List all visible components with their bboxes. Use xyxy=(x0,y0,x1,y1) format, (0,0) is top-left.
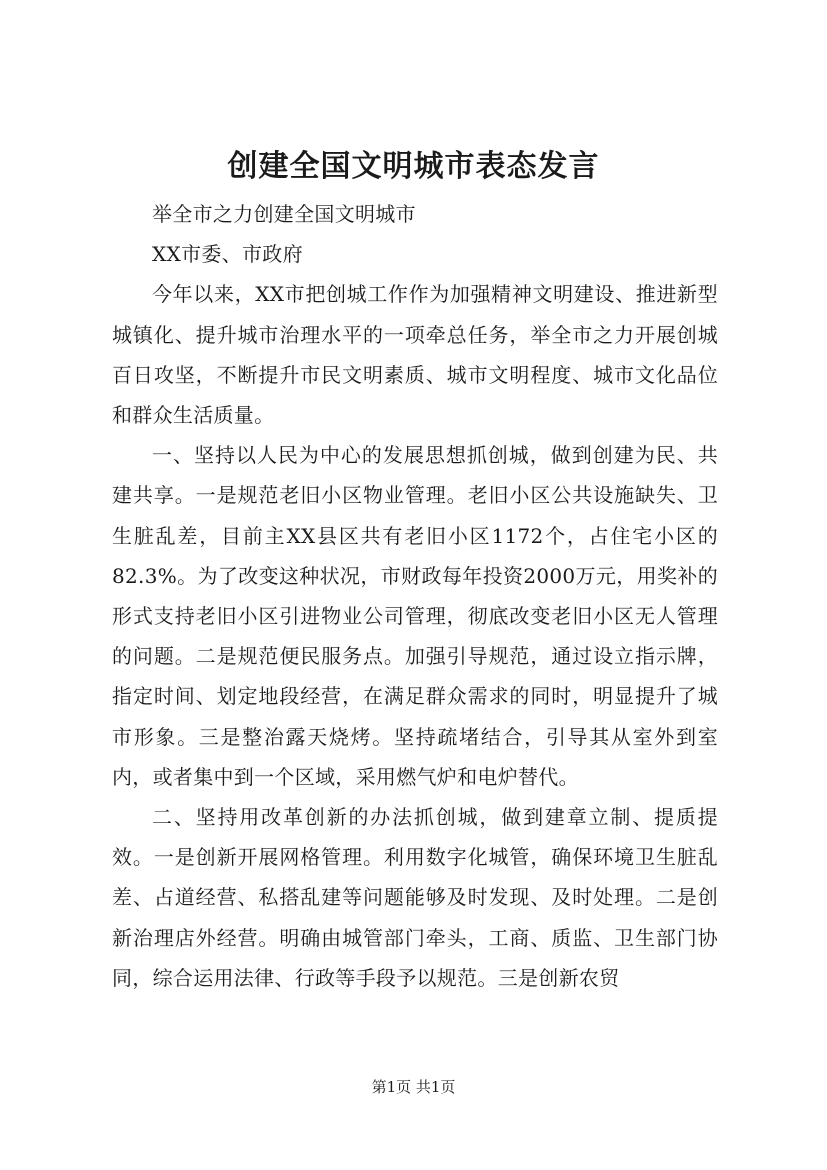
page-number-footer: 第1页 共1页 xyxy=(371,1078,456,1096)
body-paragraph: 一、坚持以人民为中心的发展思想抓创城，做到创建为民、共建共享。一是规范老旧小区物业管理。老旧小区公共设施缺失、卫生脏乱差，目前主XX县区共有老旧小区1172个，占住宅小区的82.3%。为了改变这种状况，市财政每年投资2000万元，用奖补的形式支持老旧小区引进物业公司管理，彻底改变老旧小区无人管理的问题。二是规范便民服务点。加强引导规范，通过设立指示牌，指定时间、划定地段经营，在满足群众需求的同时，明显提升了城市形象。三是整治露天烧烤。坚持疏堵结合，引导其从室外到室内，或者集中到一个区域，采用燃气炉和电炉替代。 xyxy=(112,443,718,789)
document-title: 创建全国文明城市表态发言 xyxy=(227,149,600,184)
subtitle-paragraph: 举全市之力创建全国文明城市 xyxy=(152,202,416,226)
body-paragraph: 今年以来，XX市把创城工作作为加强精神文明建设、推进新型城镇化、提升城市治理水平的一项牵总任务，举全市之力开展创城百日攻坚，不断提升市民文明素质、城市文明程度、城市文化品位和群众生活质量。 xyxy=(112,282,718,428)
document-body xyxy=(112,194,718,998)
body-paragraph: 二、坚持用改革创新的办法抓创城，做到建章立制、提质提效。一是创新开展网格管理。利用数字化城管，确保环境卫生脏乱差、占道经营、私搭乱建等问题能够及时发现、及时处理。二是创新治理店外经营。明确由城管部门牵头，工商、质监、卫生部门协同，综合运用法律、行政等手段予以规范。三是创新农贸 xyxy=(112,805,718,990)
author-paragraph: XX市委、市政府 xyxy=(152,242,303,267)
